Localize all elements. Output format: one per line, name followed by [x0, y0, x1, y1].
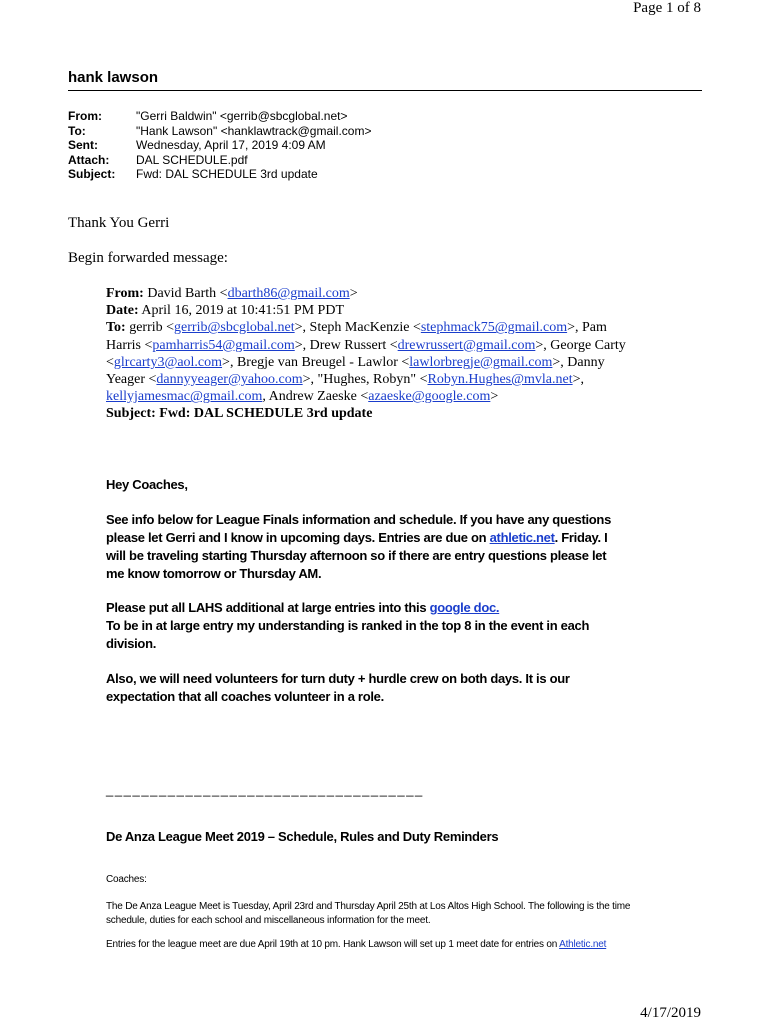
attach-row — [68, 153, 371, 168]
recipient-email-link[interactable]: glrcarty3@aol.com — [113, 354, 223, 370]
sent-value: Wednesday, April 17, 2019 4:09 AM — [136, 138, 326, 153]
recipient-text: >, Pam Harris < — [106, 320, 607, 353]
p1-text-b: . Friday. I will be traveling starting Thursday afternoon so if there are entry questions please let me know tomorrow or Thursday AM. — [106, 530, 608, 581]
attach-value: DAL SCHEDULE.pdf — [136, 152, 248, 167]
google-doc-link[interactable]: google doc. — [429, 600, 500, 615]
recipient-text: , Andrew Zaeske < — [262, 389, 369, 405]
email-headers — [68, 109, 371, 182]
recipient-email-link[interactable]: Robyn.Hughes@mvla.net — [427, 372, 573, 388]
page-number: Page 1 of 8 — [633, 0, 701, 16]
p2-text-b: To be in at large entry my understanding is ranked in the top 8 in the event in each division. — [106, 618, 590, 651]
recipient-email-link[interactable]: drewrussert@gmail.com — [397, 337, 536, 353]
recipient-text: >, Bregje van Breugel - Lawlor < — [222, 354, 410, 370]
recipient-text: >, "Hughes, Robyn" < — [302, 372, 428, 388]
paragraph-info — [106, 511, 626, 583]
athletic-net-link[interactable]: athletic.net — [489, 530, 555, 545]
subject-row — [68, 167, 371, 182]
fwd-from-line — [106, 285, 626, 302]
entries-text: Entries for the league meet are due April 19th at 10 pm. Hank Lawson will set up 1 meet date for entries on — [106, 939, 560, 950]
fwd-date-value: April 16, 2019 at 10:41:51 PM PDT — [141, 303, 345, 319]
greeting: Hey Coaches, — [106, 477, 188, 492]
fwd-subject-text: Subject: Fwd: DAL SCHEDULE 3rd update — [106, 406, 373, 422]
recipient-email-link[interactable]: lawlorbregje@gmail.com — [409, 354, 553, 370]
recipient-email-link[interactable]: kellyjamesmac@gmail.com — [106, 389, 263, 405]
fwd-date-line — [106, 302, 626, 319]
recipient-email-link[interactable]: gerrib@sbcglobal.net — [174, 320, 295, 336]
fwd-from-name: David Barth < — [147, 286, 228, 301]
league-coaches-label: Coaches: — [106, 874, 147, 885]
fwd-from-end: > — [349, 286, 358, 301]
attach-label: Attach: — [68, 152, 110, 167]
to-row — [68, 124, 371, 139]
to-label: To: — [68, 123, 86, 138]
recipient-text: >, Steph MacKenzie < — [294, 320, 421, 336]
forwarded-headers — [106, 285, 626, 423]
p1-text-a: See info below for League Finals information and schedule. If you have any questions please let Gerri and I know in upcoming days. Entries are due on — [106, 512, 612, 545]
sender-name: hank lawson — [68, 69, 159, 86]
league-meet-title: De Anza League Meet 2019 – Schedule, Rules and Duty Reminders — [106, 829, 499, 844]
paragraph-entries — [106, 599, 626, 653]
subject-value: Fwd: DAL SCHEDULE 3rd update — [136, 167, 318, 182]
league-meet-info: The De Anza League Meet is Tuesday, April 23rd and Thursday April 25th at Los Altos High School. The following is the time schedule, duties for each school and miscellaneous information for the meet. — [106, 901, 631, 926]
separator-dashes: ____________________________________ — [106, 782, 424, 797]
fwd-date-label: Date: — [106, 303, 139, 319]
subject-label: Subject: — [68, 167, 116, 182]
recipient-text: >, Drew Russert < — [294, 337, 398, 353]
from-value: "Gerri Baldwin" <gerrib@sbcglobal.net> — [136, 109, 348, 123]
footer-date: 4/17/2019 — [640, 1005, 701, 1021]
sent-label: Sent: — [68, 138, 98, 153]
recipient-text: gerrib < — [129, 320, 175, 336]
thanks-line: Thank You Gerri — [68, 215, 170, 231]
recipient-text: >, — [572, 372, 585, 388]
fwd-from-label: From: — [106, 286, 144, 301]
recipient-email-link[interactable]: stephmack75@gmail.com — [420, 320, 568, 336]
fwd-to-label: To: — [106, 320, 126, 336]
recipient-text: > — [490, 389, 499, 405]
paragraph-volunteers: Also, we will need volunteers for turn duty + hurdle crew on both days. It is our expectation that all coaches volunteer in a role. — [106, 671, 570, 704]
fwd-from-email-link[interactable]: dbarth86@gmail.com — [227, 286, 350, 301]
recipient-text: >, Danny Yeager < — [106, 354, 605, 388]
recipient-text: >, George Carty < — [106, 337, 626, 370]
recipient-email-link[interactable]: azaeske@google.com — [368, 389, 491, 405]
athletic-net-entries-link[interactable]: Athletic.net — [559, 939, 607, 950]
to-value: "Hank Lawson" <hanklawtrack@gmail.com> — [136, 123, 372, 138]
fwd-subject-line — [106, 405, 626, 422]
fwd-to-line — [106, 319, 626, 405]
league-entries-info — [106, 938, 636, 952]
from-label: From: — [68, 109, 102, 123]
recipient-email-link[interactable]: pamharris54@gmail.com — [152, 337, 295, 353]
p2-text-a: Please put all LAHS additional at large entries into this — [106, 600, 430, 615]
begin-forwarded-line: Begin forwarded message: — [68, 250, 228, 266]
sent-row — [68, 138, 371, 153]
header-divider — [68, 90, 702, 91]
recipient-email-link[interactable]: dannyyeager@yahoo.com — [156, 372, 303, 388]
from-row — [68, 109, 371, 124]
